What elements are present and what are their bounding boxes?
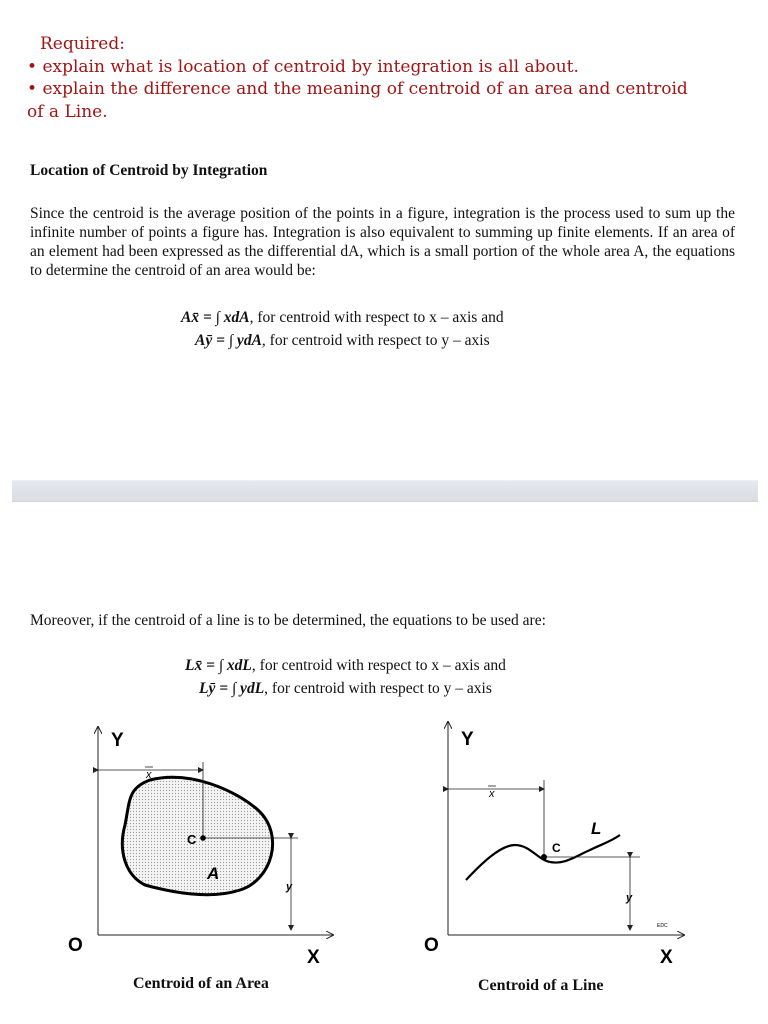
required-heading: Required: bbox=[40, 34, 125, 54]
equation-desc: , for centroid with respect to x – axis and bbox=[249, 309, 504, 326]
bullet-text: explain what is location of centroid by integration is all about. bbox=[42, 56, 579, 77]
xbar-label: x bbox=[146, 769, 152, 781]
origin-label: O bbox=[68, 935, 83, 956]
centroid-label: C bbox=[552, 841, 561, 855]
xbar-label: x bbox=[489, 788, 495, 800]
equation-desc: , for centroid with respect to y – axis bbox=[264, 680, 492, 697]
equation-desc: , for centroid with respect to x – axis and bbox=[251, 657, 506, 674]
centroid-figures bbox=[0, 710, 768, 980]
y-axis-label: Y bbox=[461, 729, 474, 750]
tiny-mark: EDC bbox=[657, 923, 668, 929]
line-label: L bbox=[591, 819, 602, 838]
line-figure-caption: Centroid of a Line bbox=[478, 977, 604, 994]
page-separator bbox=[12, 480, 758, 502]
section-title: Location of Centroid by Integration bbox=[30, 162, 268, 179]
required-bullet-2 bbox=[27, 78, 755, 101]
equation-lhs: Lx̄ = bbox=[185, 657, 215, 674]
line-equations bbox=[185, 654, 506, 700]
bullet-text: explain the difference and the meaning of centroid of an area and centroid bbox=[42, 79, 688, 99]
equation-integral: ∫ xdA bbox=[215, 309, 250, 326]
centroid-point bbox=[200, 835, 206, 841]
line-figure bbox=[424, 722, 684, 968]
ybar-label: y bbox=[626, 892, 633, 904]
area-equations bbox=[181, 306, 504, 352]
area-equation-x bbox=[181, 306, 504, 329]
x-axis-label: X bbox=[660, 947, 673, 968]
line-equation-y bbox=[185, 677, 506, 700]
equation-desc: , for centroid with respect to y – axis bbox=[261, 332, 490, 349]
equation-integral: ∫ ydL bbox=[231, 680, 265, 697]
line-intro-paragraph: Moreover, if the centroid of a line is to be determined, the equations to be used are: bbox=[30, 612, 546, 629]
equation-integral: ∫ xdL bbox=[218, 657, 252, 674]
intro-paragraph: Since the centroid is the average position of the points in a figure, integration is the process used to sum up the infinite number of points a figure has. Integration is also equivalent to summing up finite elements. If an area of an element had been expressed as the differential dA, which is a small portion of the whole area A, the equations to determine the centroid of an area would be: bbox=[30, 205, 735, 279]
ybar-label: y bbox=[286, 881, 293, 893]
area-label: A bbox=[207, 864, 220, 883]
x-axis-label: X bbox=[307, 947, 320, 968]
bullet-symbol: • bbox=[27, 56, 38, 77]
required-block bbox=[27, 33, 755, 123]
centroid-point bbox=[541, 854, 547, 860]
bullet-symbol: • bbox=[27, 79, 38, 99]
area-equation-y bbox=[181, 329, 504, 352]
area-figure-caption: Centroid of an Area bbox=[133, 975, 269, 992]
area-figure bbox=[68, 727, 333, 968]
origin-label: O bbox=[424, 935, 439, 956]
line-equation-x bbox=[185, 654, 506, 677]
equation-integral: ∫ ydA bbox=[228, 332, 262, 349]
equation-lhs: Aȳ = bbox=[195, 332, 225, 349]
required-continuation: of a Line. bbox=[27, 101, 108, 122]
y-axis-label: Y bbox=[111, 730, 124, 751]
equation-lhs: Ax̄ = bbox=[181, 309, 212, 326]
required-bullet-1 bbox=[27, 56, 755, 79]
equation-lhs: Lȳ = bbox=[199, 680, 229, 697]
centroid-label: C bbox=[187, 832, 197, 847]
area-shape bbox=[122, 777, 272, 894]
